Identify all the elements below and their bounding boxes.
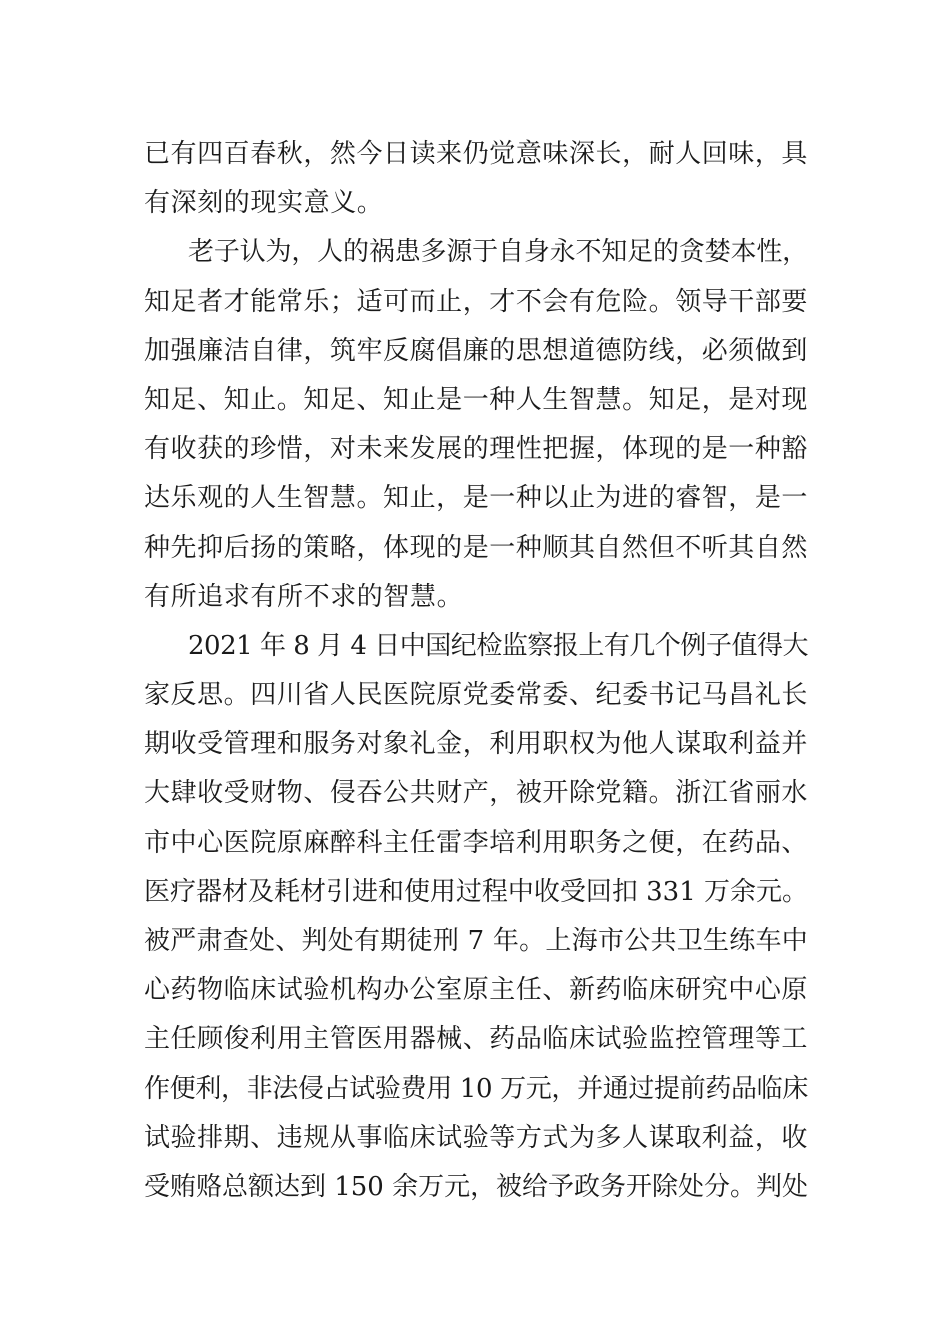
text-line: 老子认为，人的祸患多源于自身永不知足的贪婪本性， <box>188 237 808 268</box>
text-line: 达乐观的人生智慧。知止，是一种以止为进的睿智，是一 <box>144 483 808 514</box>
text-line: 知足、知止。知足、知止是一种人生智慧。知足，是对现 <box>144 384 808 415</box>
text-line: 种先抑后扬的策略，体现的是一种顺其自然但不听其自然 <box>144 532 808 563</box>
paragraph <box>144 130 808 228</box>
text-line: 有所追求有所不求的智慧。 <box>144 581 464 612</box>
text-line: 被严肃查处、判处有期徒刑 7 年。上海市公共卫生练车中 <box>144 926 808 956</box>
text-line: 已有四百春秋，然今日读来仍觉意味深长，耐人回味，具 <box>144 139 808 169</box>
text-line: 作便利，非法侵占试验费用 10 万元，并通过提前药品临床 <box>144 1073 808 1104</box>
text-line: 家反思。四川省人民医院原党委常委、纪委书记马昌礼长 <box>144 680 808 711</box>
text-line: 试验排期、违规从事临床试验等方式为多人谋取利益，收 <box>144 1122 808 1153</box>
text-line: 加强廉洁自律，筑牢反腐倡廉的思想道德防线，必须做到 <box>144 335 808 366</box>
text-line: 有深刻的现实意义。 <box>144 188 384 219</box>
text-line: 有收获的珍惜，对未来发展的理性把握，体现的是一种豁 <box>144 434 808 465</box>
text-line: 受贿赂总额达到 150 余万元，被给予政务开除处分。判处 <box>144 1171 808 1202</box>
text-line: 期收受管理和服务对象礼金，利用职权为他人谋取利益并 <box>144 729 808 760</box>
body-text <box>144 130 808 1212</box>
paragraph <box>144 228 808 622</box>
text-line: 大肆收受财物、侵吞公共财产，被开除党籍。浙江省丽水 <box>144 778 808 809</box>
text-line: 医疗器材及耗材引进和使用过程中收受回扣 331 万余元。 <box>144 876 808 907</box>
text-line: 市中心医院原麻醉科主任雷李培利用职务之便，在药品、 <box>144 827 808 858</box>
text-line: 心药物临床试验机构办公室原主任、新药临床研究中心原 <box>144 975 808 1006</box>
text-line: 主任顾俊利用主管医用器械、药品临床试验监控管理等工 <box>144 1024 808 1055</box>
paragraph <box>144 622 808 1212</box>
text-line: 2021 年 8 月 4 日中国纪检监察报上有几个例子值得大 <box>188 630 808 661</box>
text-line: 知足者才能常乐；适可而止，才不会有危险。领导干部要 <box>144 286 808 317</box>
